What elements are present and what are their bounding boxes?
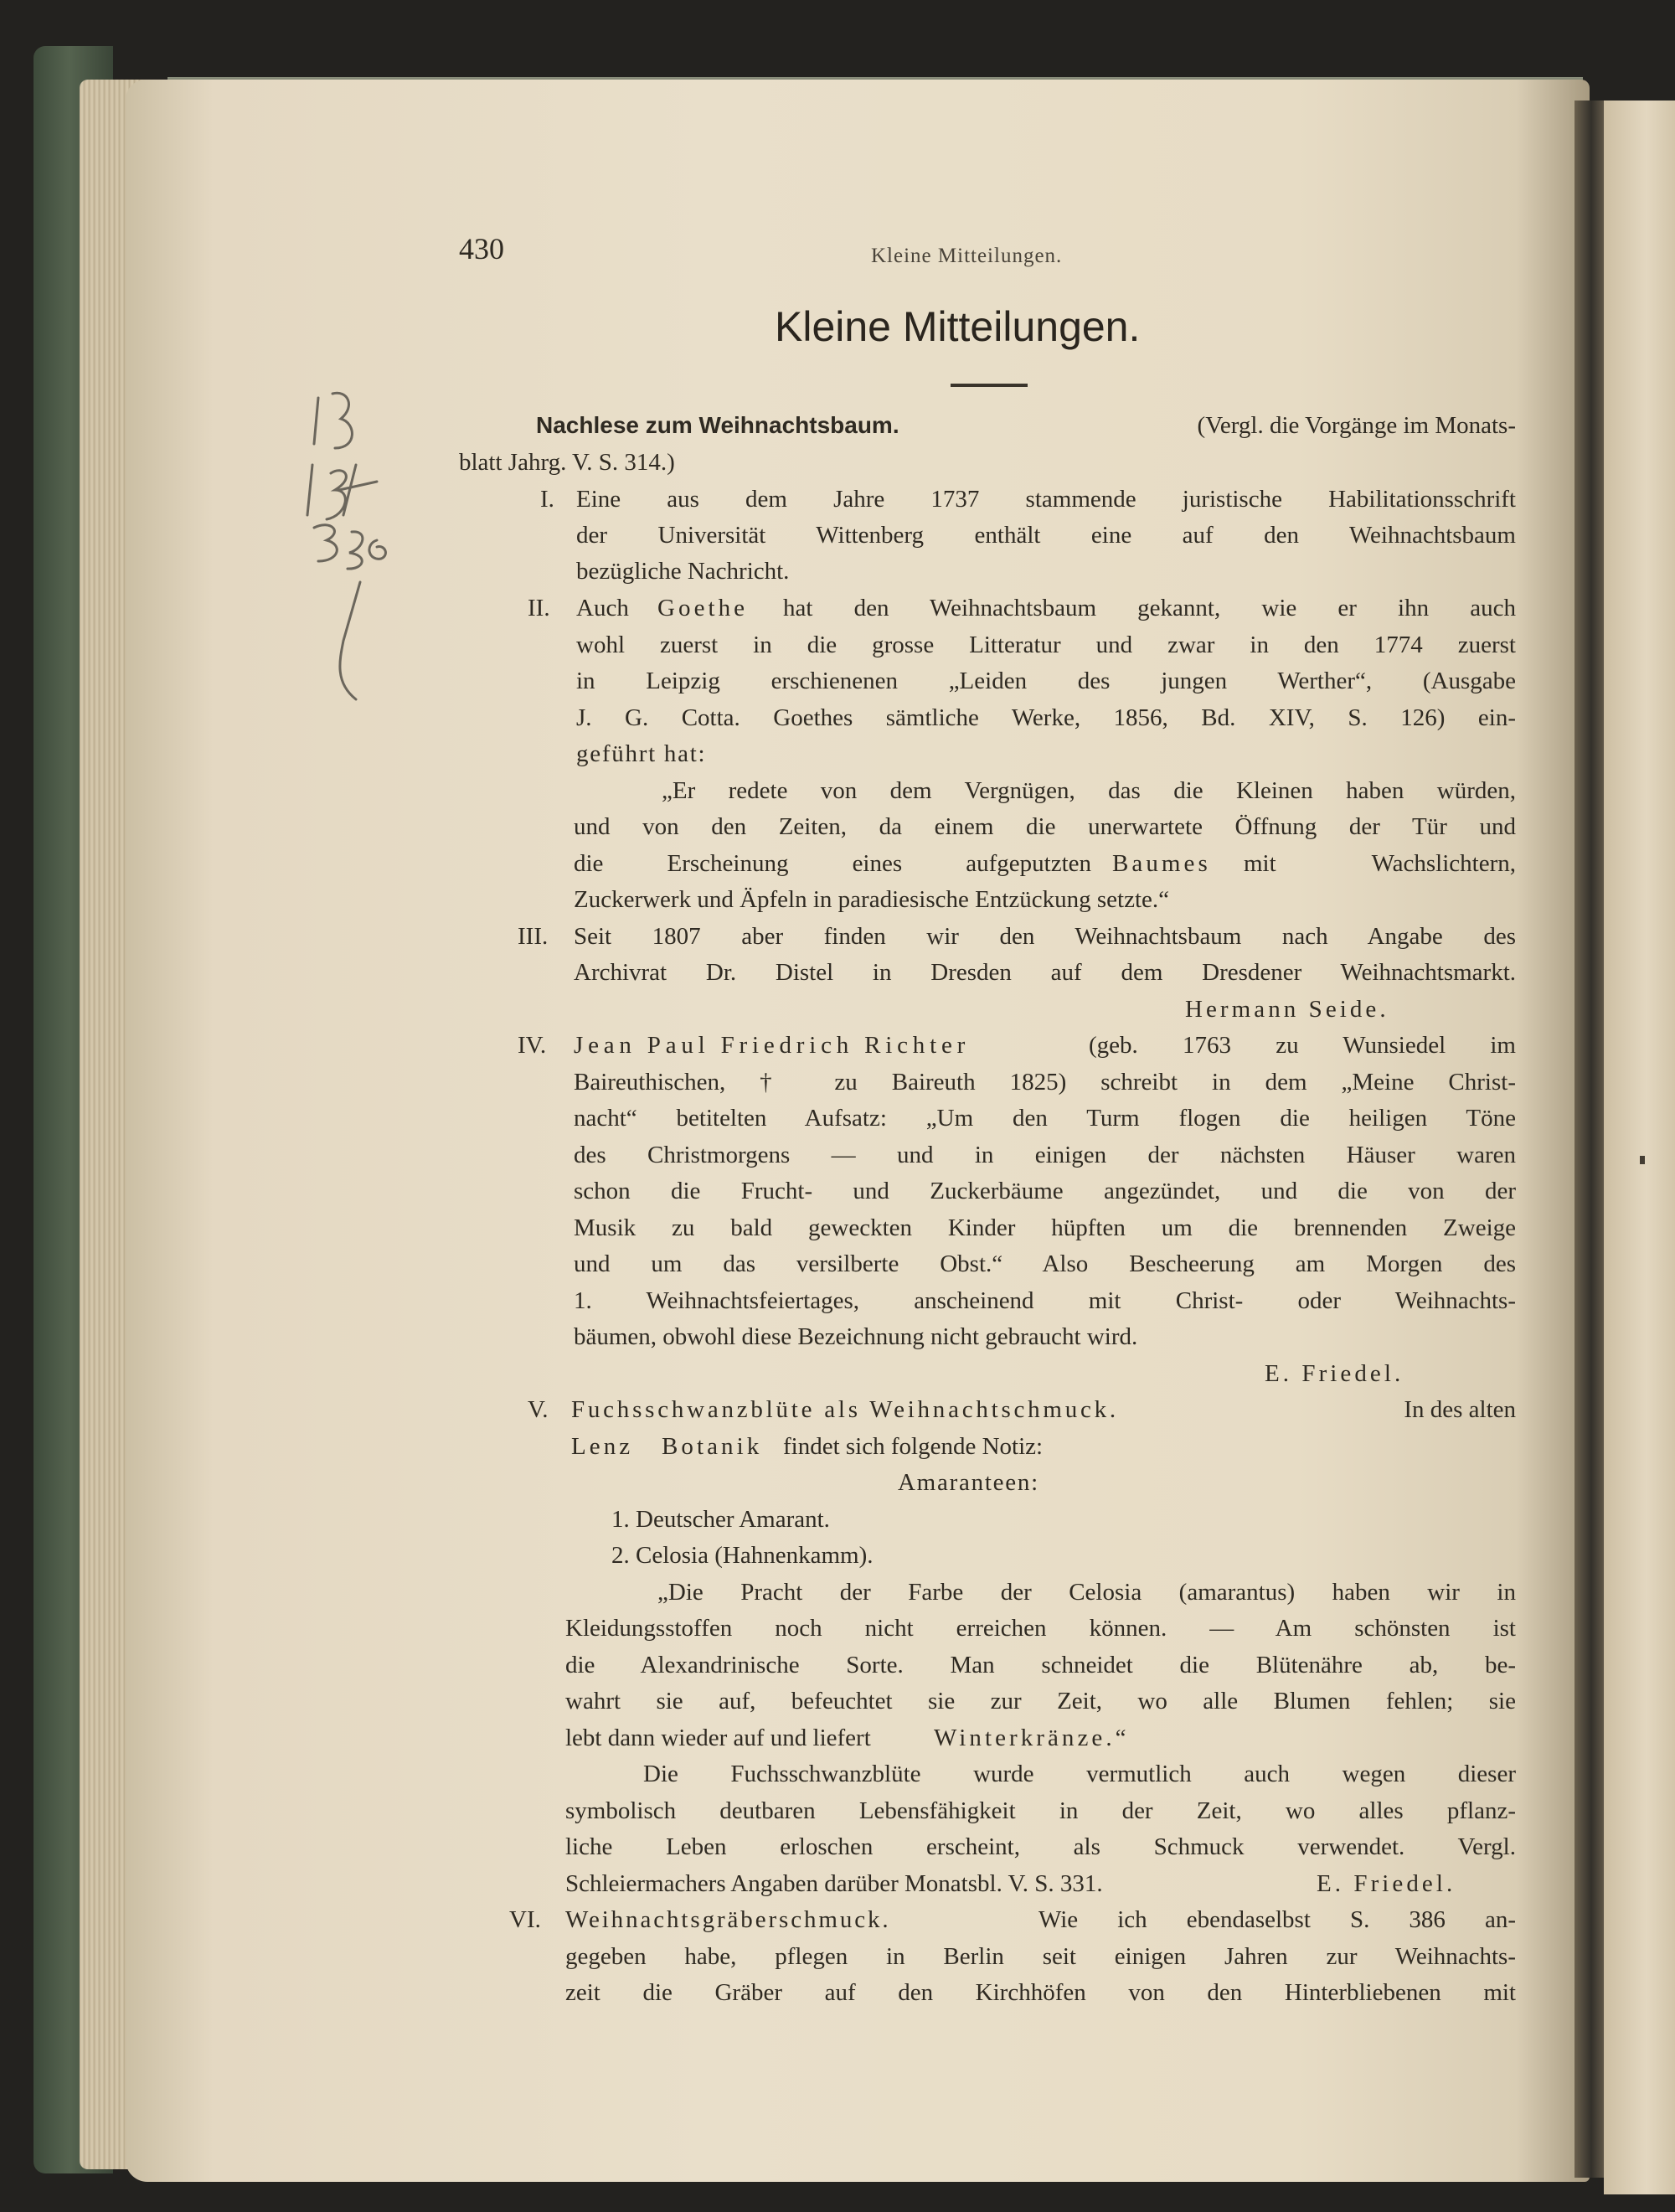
text-line: bäumen, obwohl diese Bezeichnung nicht gebraucht wird. (574, 1323, 1138, 1350)
quote-line: und von den Zeiten, da einem die unerwartete Öffnung der Tür und (574, 813, 1516, 840)
text-line: In des alten (1404, 1396, 1516, 1423)
pencil-annotations-icon (297, 381, 423, 733)
text-line: Seit 1807 aber finden wir den Weihnachtsbaum nach Angabe des (574, 923, 1516, 950)
signature: E. Friedel. (1317, 1870, 1456, 1897)
quote-line: Zuckerwerk und Äpfeln in paradiesische Entzückung setzte.“ (574, 886, 1170, 913)
text-line: Archivrat Dr. Distel in Dresden auf dem Dresdener Weihnachtsmarkt. (574, 959, 1516, 986)
text-line: Die Fuchsschwanzblüte wurde vermutlich auch wegen dieser (643, 1761, 1516, 1787)
signature: Hermann Seide. (1185, 996, 1389, 1023)
text-line: wohl zuerst in die grosse Litteratur und zwar in den 1774 zuerst (576, 632, 1516, 658)
spaced-name: Jean Paul Friedrich Richter (574, 1032, 971, 1059)
spaced-word: Lenz (571, 1433, 634, 1460)
spaced-word: Winterkränze.“ (934, 1725, 1130, 1751)
quote-line: lebt dann wieder auf und liefert (565, 1725, 871, 1751)
text-line: Eine aus dem Jahre 1737 stammende juristische Habilitationsschrift (576, 486, 1516, 513)
text-line: findet sich folgende Notiz: (783, 1433, 1044, 1460)
text-line: Wie ich ebendaselbst S. 386 an- (1038, 1906, 1516, 1933)
section-heading: Fuchsschwanzblüte als Weihnachtschmuck. (571, 1396, 1119, 1423)
page-title: Kleine Mitteilungen. (775, 303, 1141, 350)
spaced-word: Botanik (662, 1433, 763, 1460)
page-mark (1640, 1156, 1645, 1164)
running-head: Kleine Mitteilungen. (871, 245, 1063, 267)
section-number: I. (540, 486, 554, 513)
facing-page-edge (1604, 101, 1675, 2194)
text-span: Auch (576, 595, 629, 621)
text-line: liche Leben erloschen erscheint, als Schmuck verwendet. Vergl. (565, 1833, 1516, 1860)
text-line: nacht“ betitelten Aufsatz: „Um den Turm flogen die heiligen Töne (574, 1105, 1516, 1132)
spaced-word: Baumes (1112, 850, 1211, 877)
quote-line: „Die Pracht der Farbe der Celosia (amarantus) haben wir in (657, 1579, 1516, 1606)
text-line: Schleiermachers Angaben darüber Monatsbl. V. S. 331. (565, 1870, 1103, 1897)
text-line: Baireuthischen, † zu Baireuth 1825) schreibt in dem „Meine Christ- (574, 1069, 1516, 1096)
signature: E. Friedel. (1265, 1360, 1404, 1387)
section-number: IV. (518, 1032, 547, 1059)
text-line: schon die Frucht- und Zuckerbäume angezündet, und die von der (574, 1178, 1516, 1204)
section-number: V. (528, 1396, 549, 1423)
spaced-name: Goethe (657, 595, 749, 621)
text-line: blatt Jahrg. V. S. 314.) (459, 449, 675, 476)
text-line: zeit die Gräber auf den Kirchhöfen von den Hinterbliebenen mit (565, 1979, 1516, 2006)
list-heading: Amaranteen: (898, 1469, 1039, 1496)
text-line: J. G. Cotta. Goethes sämtliche Werke, 1856, Bd. XIV, S. 126) ein- (576, 704, 1516, 731)
quote-line: „Er redete von dem Vergnügen, das die Kleinen haben würden, (662, 777, 1516, 804)
page-number: 430 (459, 232, 504, 266)
text-line: des Christmorgens — und in einigen der nächsten Häuser waren (574, 1142, 1516, 1168)
quote-line: mit Wachslichtern, (1244, 850, 1516, 877)
list-item: 1. Deutscher Amarant. (611, 1506, 830, 1533)
text-line: in Leipzig erschienenen „Leiden des jungen Werther“, (Ausgabe (576, 668, 1516, 694)
text-line: der Universität Wittenberg enthält eine auf den Weihnachtsbaum (576, 522, 1516, 549)
section-number: VI. (509, 1906, 541, 1933)
section-number: II. (528, 595, 550, 621)
section-heading: Weihnachtsgräberschmuck. (565, 1906, 891, 1933)
quote-line: die Erscheinung eines aufgeputzten (574, 850, 1091, 877)
book-gutter (1574, 101, 1608, 2178)
quote-line: wahrt sie auf, befeuchtet sie zur Zeit, wo alle Blumen fehlen; sie (565, 1688, 1516, 1714)
text-line: gegeben habe, pflegen in Berlin seit einigen Jahren zur Weihnachts- (565, 1943, 1516, 1970)
list-item: 2. Celosia (Hahnenkamm). (611, 1542, 874, 1569)
text-line: Musik zu bald geweckten Kinder hüpften um die brennenden Zweige (574, 1214, 1516, 1241)
quote-line: Kleidungsstoffen noch nicht erreichen können. — Am schönsten ist (565, 1615, 1516, 1642)
text-line: symbolisch deutbaren Lebensfähigkeit in der Zeit, wo alles pflanz- (565, 1797, 1516, 1824)
section-heading: Nachlese zum Weihnachtsbaum. (536, 412, 899, 438)
quote-line: die Alexandrinische Sorte. Man schneidet die Blütenähre ab, be- (565, 1652, 1516, 1678)
text-line: und um das versilberte Obst.“ Also Bescheerung am Morgen des (574, 1250, 1516, 1277)
margin-notes (297, 381, 423, 733)
section-number: III. (518, 923, 549, 950)
text-line: bezügliche Nachricht. (576, 558, 790, 585)
text-line: (geb. 1763 zu Wunsiedel im (1089, 1032, 1516, 1059)
text-line: (Vergl. die Vorgänge im Monats- (1197, 412, 1516, 439)
text-line: geführt hat: (576, 740, 707, 767)
text-line: hat den Weihnachtsbaum gekannt, wie er ihn auch (783, 595, 1516, 621)
text-line: 1. Weihnachtsfeiertages, anscheinend mit Christ- oder Weihnachts- (574, 1287, 1516, 1314)
title-rule (951, 384, 1028, 387)
